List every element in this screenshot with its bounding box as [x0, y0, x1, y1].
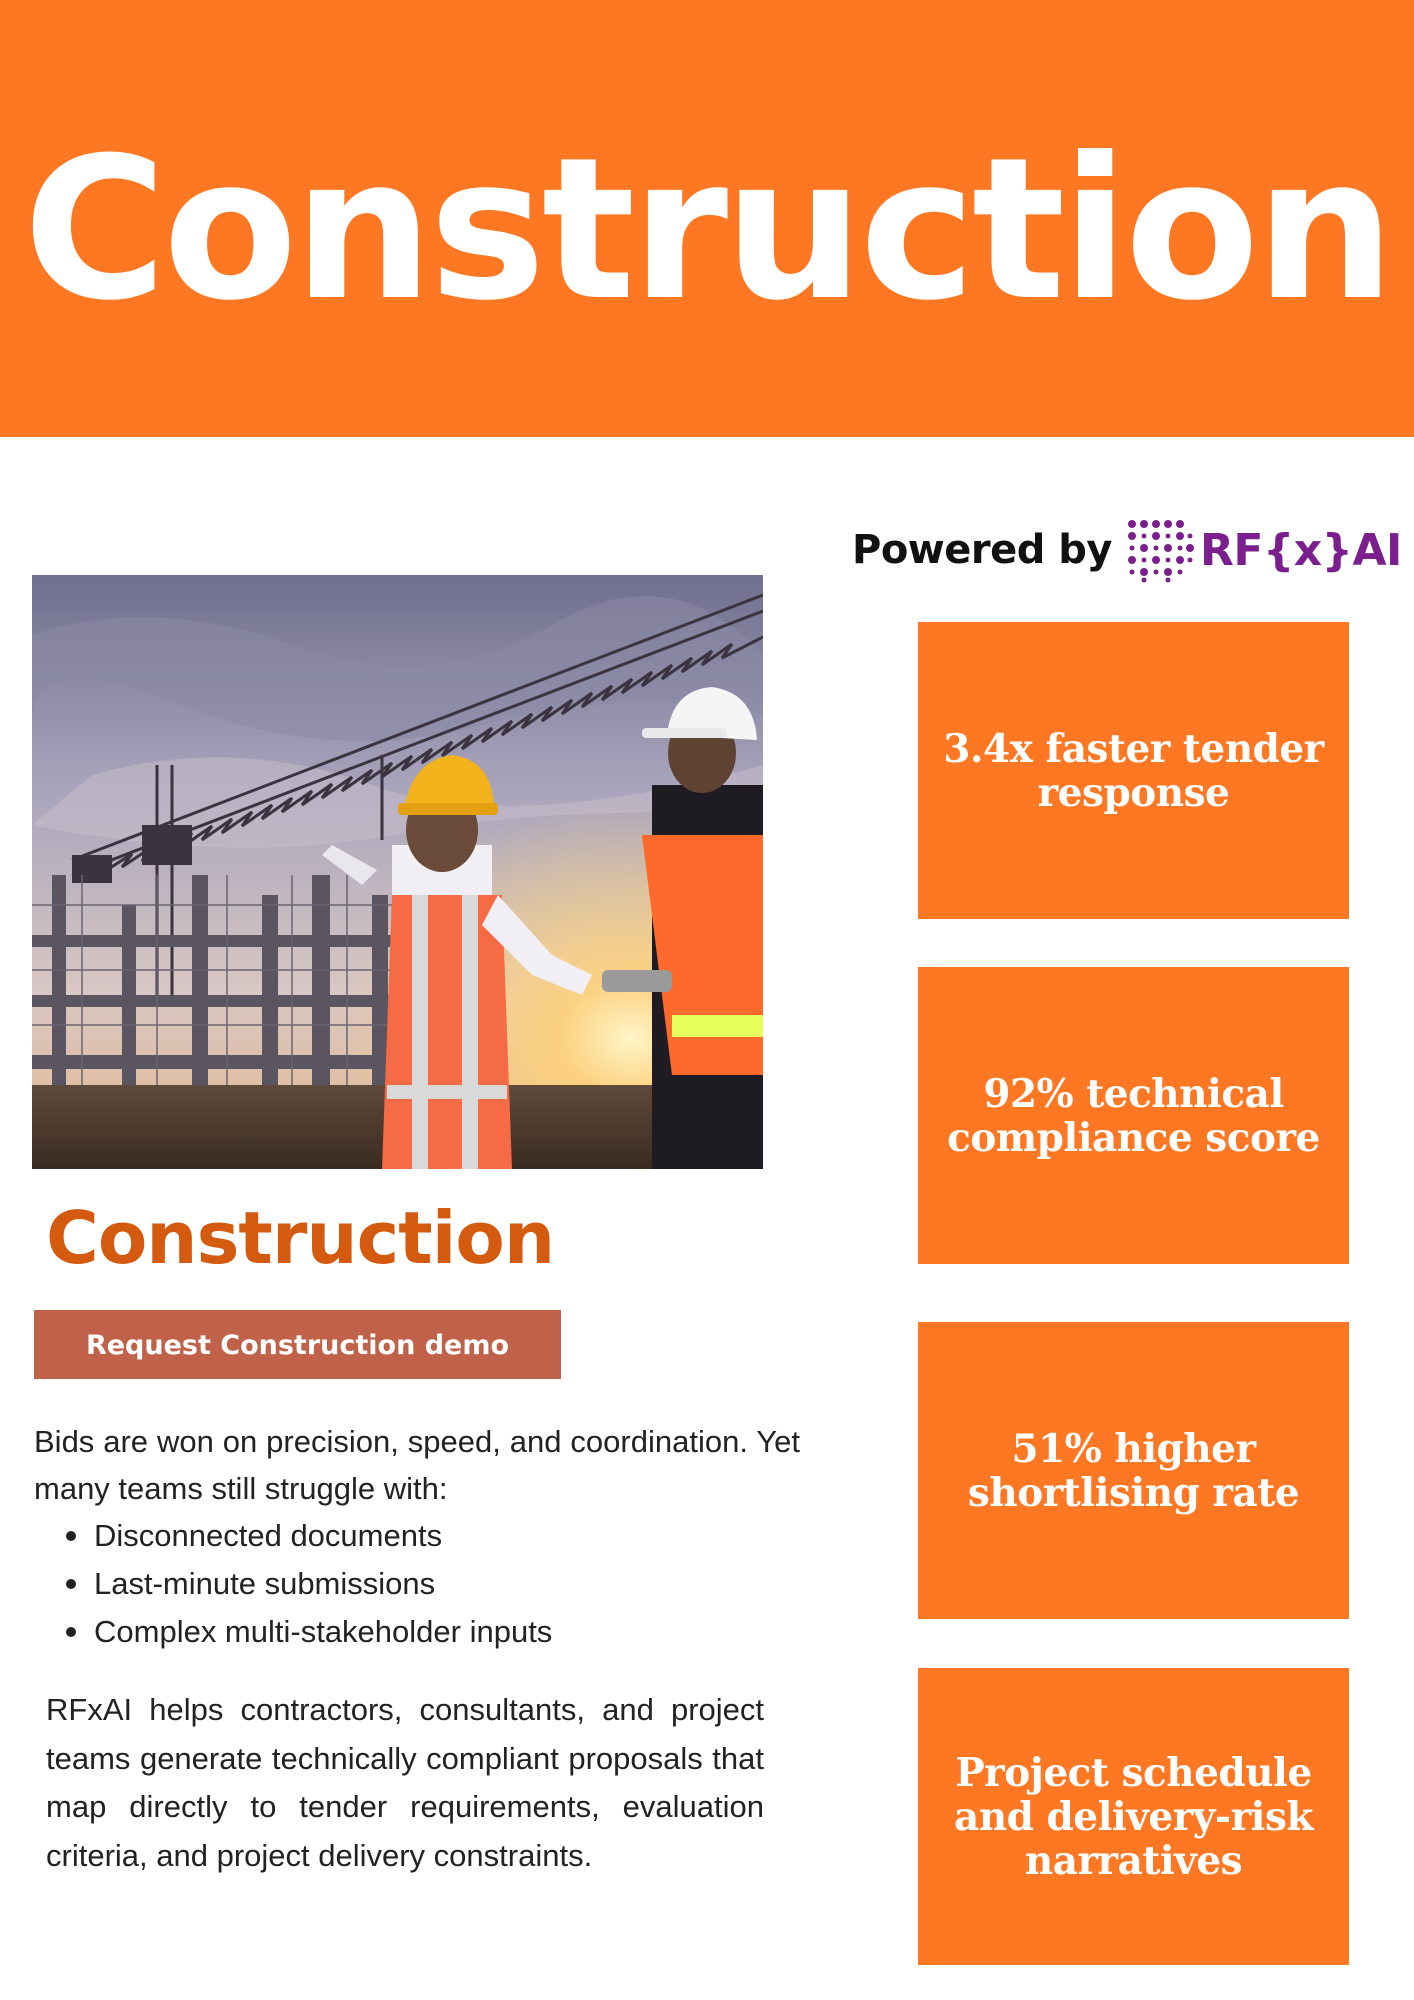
- challenge-list: [34, 1512, 860, 1656]
- request-demo-button[interactable]: Request Construction demo: [34, 1310, 561, 1379]
- construction-site-image: [32, 575, 763, 1169]
- description-paragraph: RFxAI helps contractors, consultants, and project teams generate technically compliant proposals that map directly to tender requirements, evaluation criteria, and project delivery constraints.: [46, 1692, 764, 1873]
- stat-text: 92% technical compliance score: [947, 1070, 1320, 1161]
- stat-text: Project schedule and delivery-risk narratives: [954, 1749, 1313, 1884]
- hero-banner: [0, 0, 1414, 437]
- list-item: Disconnected documents: [94, 1512, 860, 1560]
- page-title: Construction: [23, 116, 1391, 344]
- stat-card-shortlisting-rate: [918, 1322, 1349, 1619]
- list-item: Last-minute submissions: [94, 1560, 860, 1608]
- stat-card-schedule-narratives: [918, 1668, 1349, 1965]
- intro-text: Bids are won on precision, speed, and coordination. Yet many teams still struggle with:: [34, 1424, 800, 1506]
- section-title: Construction: [46, 1196, 555, 1280]
- brand-name: RF{x}AI: [1200, 524, 1402, 576]
- rfxai-logo-icon: [1124, 516, 1194, 584]
- stat-card-tender-response: [918, 622, 1349, 919]
- stat-text: 3.4x faster tender response: [943, 725, 1324, 816]
- powered-by-label: Powered by: [852, 527, 1112, 573]
- stat-card-compliance-score: [918, 967, 1349, 1264]
- list-item: Complex multi-stakeholder inputs: [94, 1608, 860, 1656]
- stat-text: 51% higher shortlising rate: [967, 1425, 1300, 1516]
- powered-by: [852, 520, 1402, 580]
- construction-photo: [32, 575, 763, 1169]
